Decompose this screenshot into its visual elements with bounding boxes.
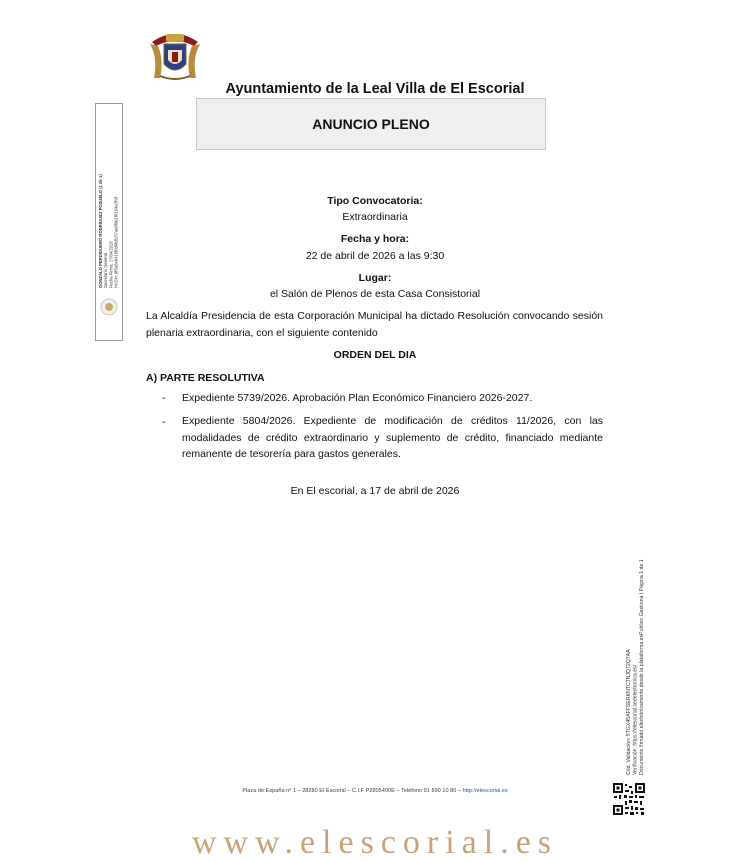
validation-line: Verificación: https://elescorial.sedelectronica.es/ (632, 664, 639, 775)
agenda-item: Expediente 5739/2026. Aprobación Plan Económico Financiero 2026-2027. (182, 392, 533, 404)
town-title: Ayuntamiento de la Leal Villa de El Escorial (225, 81, 525, 97)
date-value: 22 de abril de 2026 a las 9:30 (305, 250, 445, 262)
bullet-dash: - (162, 392, 166, 404)
round-seal-icon (100, 298, 118, 316)
validation-text (626, 520, 656, 775)
footer-address-text: Plaza de España nº 1 – 28280 El Escorial – C.I.F P2805400E – Teléfono 91 890 10 80 – (242, 788, 462, 794)
signature-line: HASH: 9f5a5e8416f0d4b8157ae6f9e1f8154e2f9f (113, 197, 119, 288)
place-value: el Salón de Plenos de esta Casa Consistorial (269, 288, 481, 300)
intro-paragraph: La Alcaldía Presidencia de esta Corporación Municipal ha dictado Resolución convocando sesión plenaria extraordinaria, con el siguiente contenido (146, 310, 603, 339)
qr-code-icon (612, 782, 646, 816)
website-banner[interactable]: www.elescorial.es (191, 824, 559, 861)
place-label: Lugar: (358, 272, 392, 284)
announcement-title-box (196, 98, 546, 150)
agenda-title: ORDEN DEL DIA (333, 349, 417, 361)
validation-line: Cód. Validación: 5TGX45AFFSERKNTC7NJQ72Q7AA (626, 649, 632, 775)
date-label: Fecha y hora: (340, 233, 410, 245)
signature-line: GONZALO PERDIGUERO RODRÍGUEZ POZUELO (1 de 1) (98, 174, 103, 288)
announcement-title: ANUNCIO PLENO (312, 116, 430, 132)
type-value: Extraordinaria (342, 211, 408, 223)
agenda-section: A) PARTE RESOLUTIVA (146, 372, 265, 384)
agenda-item: Expediente 5804/2026. Expediente de modificación de créditos 11/2026, con las modalidades de crédito extraordinario y suplemento de crédito, financiado mediante remanente de tesorería para gastos generales. (182, 415, 603, 460)
municipal-crest-icon (146, 28, 204, 82)
signature-line: Secretario General (103, 252, 109, 288)
footer-link[interactable]: http://elescorial.es (462, 788, 508, 794)
type-label: Tipo Convocatoria: (327, 195, 423, 207)
validation-line: Documento firmado electrónicamente desde la plataforma esPublico Gestiona | Página 1 de 1 (638, 559, 645, 775)
closing-line: En El escorial, a 17 de abril de 2026 (290, 485, 460, 497)
bullet-dash: - (162, 416, 166, 428)
signature-line: Fecha Firma: 17/04/2026 (108, 241, 114, 288)
